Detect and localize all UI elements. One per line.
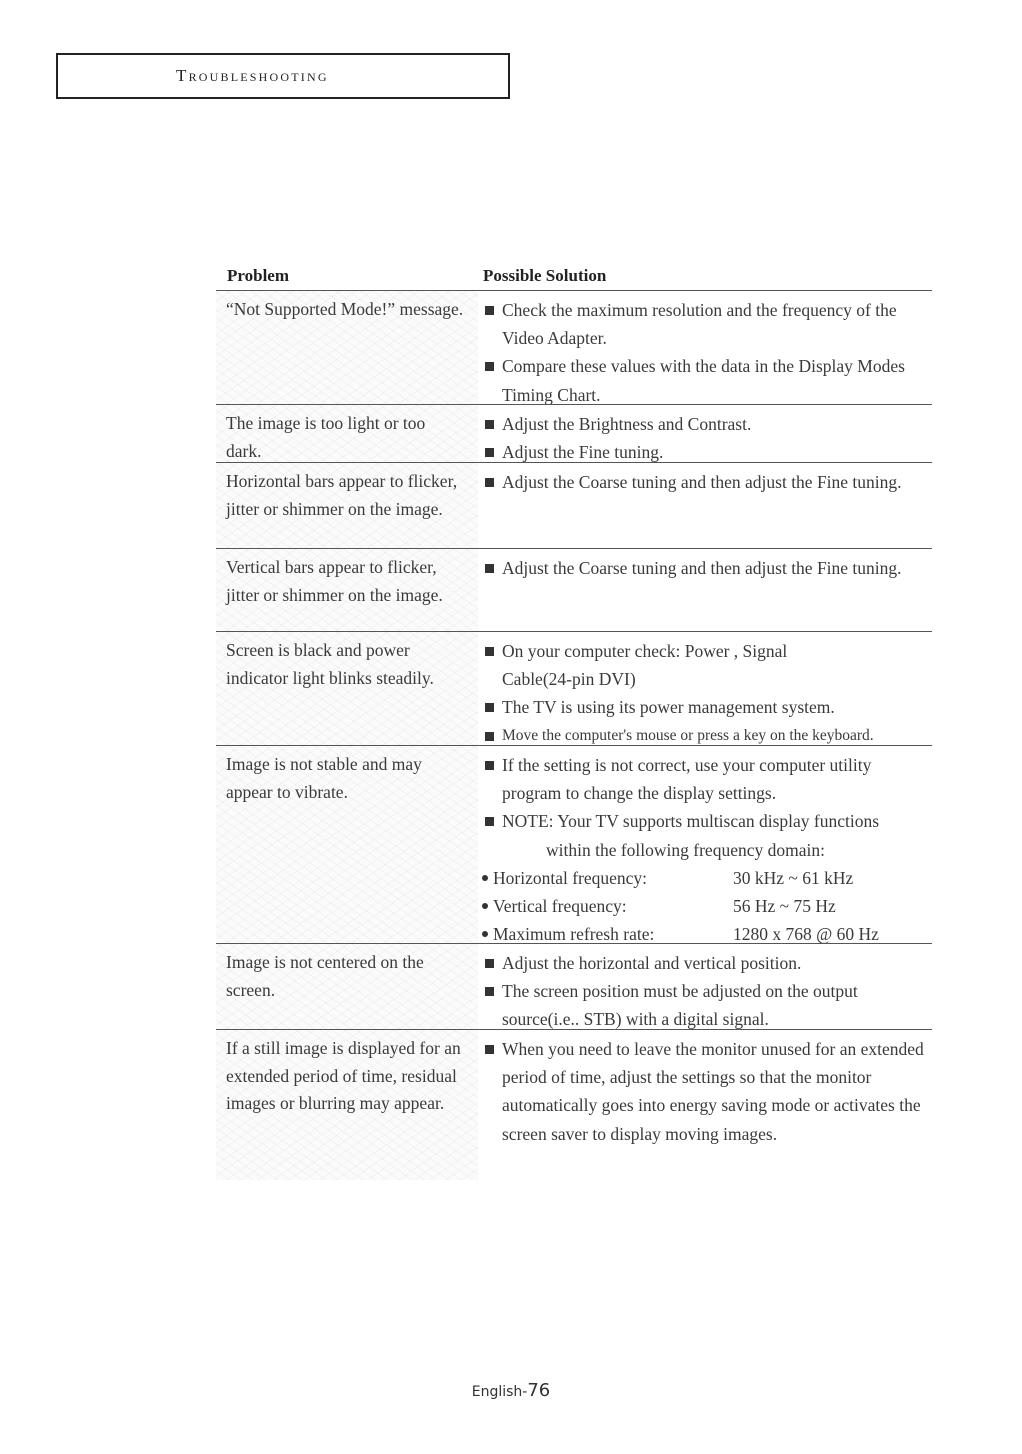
solution-text: Adjust the horizontal and vertical position. bbox=[502, 953, 802, 973]
problem-cell: Horizontal bars appear to flicker, jitter or shimmer on the image. bbox=[216, 463, 478, 548]
frequency-value: 1280 x 768 @ 60 Hz bbox=[733, 924, 879, 945]
bullet-square-icon bbox=[485, 761, 494, 770]
solution-cell bbox=[478, 549, 932, 631]
solution-text: The TV is using its power management system. bbox=[502, 697, 835, 718]
bullet-square-icon bbox=[485, 1045, 494, 1054]
solution-cell bbox=[478, 463, 932, 548]
table-row bbox=[216, 1029, 932, 1180]
bullet-dot-icon bbox=[482, 875, 488, 881]
bullet-square-icon bbox=[485, 420, 494, 429]
solution-text: Move the computer's mouse or press a key on the keyboard. bbox=[502, 726, 874, 744]
solution-item bbox=[482, 1035, 932, 1148]
section-header-box bbox=[56, 53, 510, 99]
frequency-value: 30 kHz ~ 61 kHz bbox=[733, 867, 854, 888]
problem-cell: “Not Supported Mode!” message. bbox=[216, 291, 478, 404]
solution-text: Adjust the Fine tuning. bbox=[502, 442, 664, 463]
solution-text: Adjust the Brightness and Contrast. bbox=[502, 414, 752, 434]
solution-item bbox=[482, 637, 932, 693]
solution-item bbox=[482, 693, 932, 721]
solution-item bbox=[482, 554, 932, 582]
solution-cell bbox=[478, 1030, 932, 1180]
page-number bbox=[0, 1380, 1022, 1401]
bullet-dot-icon bbox=[482, 903, 488, 909]
solution-cell bbox=[478, 405, 932, 462]
solution-item bbox=[482, 296, 932, 352]
table-row bbox=[216, 943, 932, 1029]
problem-cell: Image is not stable and may appear to vibrate. bbox=[216, 746, 478, 943]
solution-text: Adjust the Coarse tuning and then adjust the Fine tuning. bbox=[502, 472, 902, 492]
problem-cell: The image is too light or too dark. bbox=[216, 405, 478, 462]
solution-cell bbox=[478, 746, 932, 943]
table-row bbox=[216, 462, 932, 548]
table-row bbox=[216, 631, 932, 745]
problem-cell: If a still image is displayed for an extended period of time, residual images or blurring may appear. bbox=[216, 1030, 478, 1180]
bullet-square-icon bbox=[485, 306, 494, 315]
frequency-value: 56 Hz ~ 75 Hz bbox=[733, 896, 836, 916]
troubleshooting-table bbox=[216, 262, 932, 1180]
page-prefix: English- bbox=[471, 1384, 528, 1400]
solution-item bbox=[482, 807, 932, 835]
section-title: Troubleshooting bbox=[176, 66, 329, 85]
problem-cell: Image is not centered on the screen. bbox=[216, 944, 478, 1029]
solution-item bbox=[482, 949, 932, 977]
bullet-square-icon bbox=[485, 959, 494, 968]
table-row bbox=[216, 404, 932, 462]
solution-text: Compare these values with the data in the Display Modes Timing Chart. bbox=[502, 356, 905, 405]
frequency-label: Horizontal frequency: bbox=[493, 867, 648, 888]
solution-text: NOTE: Your TV supports multiscan display functions bbox=[502, 811, 880, 832]
bullet-square-icon bbox=[485, 362, 494, 371]
table-row bbox=[216, 290, 932, 404]
bullet-square-icon bbox=[485, 647, 494, 656]
solution-cell bbox=[478, 944, 932, 1029]
solution-item bbox=[482, 468, 932, 496]
bullet-square-icon bbox=[485, 817, 494, 826]
table-row bbox=[216, 745, 932, 943]
solution-text: Adjust the Coarse tuning and then adjust the Fine tuning. bbox=[502, 558, 902, 578]
frequency-label: Maximum refresh rate: bbox=[493, 924, 655, 945]
solution-cell bbox=[478, 632, 932, 745]
note-subtext: within the following frequency domain: bbox=[546, 839, 825, 860]
solution-text: When you need to leave the monitor unused for an extended period of time, adjust the settings so that the monitor automatically goes into energy saving mode or activates the screen saver to display moving images. bbox=[502, 1039, 924, 1144]
solution-text: If the setting is not correct, use your computer utility program to change the display settings. bbox=[502, 755, 872, 804]
solution-item bbox=[482, 410, 932, 438]
solution-item bbox=[482, 751, 932, 807]
problem-column-header: Problem bbox=[227, 266, 290, 285]
bullet-square-icon bbox=[485, 478, 494, 487]
solution-item bbox=[482, 352, 932, 408]
bullet-square-icon bbox=[485, 703, 494, 712]
frequency-label: Vertical frequency: bbox=[493, 896, 627, 916]
problem-cell: Screen is black and power indicator light blinks steadily. bbox=[216, 632, 478, 745]
solution-text: The screen position must be adjusted on the output source(i.e.. STB) with a digital signal. bbox=[502, 981, 858, 1030]
problem-cell: Vertical bars appear to flicker, jitter or shimmer on the image. bbox=[216, 549, 478, 631]
bullet-square-icon bbox=[485, 987, 494, 996]
frequency-line bbox=[482, 864, 932, 892]
bullet-dot-icon bbox=[482, 931, 488, 937]
bullet-square-icon bbox=[485, 448, 494, 457]
bullet-square-icon bbox=[485, 732, 494, 741]
solution-cell bbox=[478, 291, 932, 404]
solution-text: On your computer check: Power , Signal Cable(24-pin DVI) bbox=[502, 641, 788, 690]
page-number-value: 76 bbox=[527, 1380, 551, 1401]
solution-item bbox=[482, 977, 932, 1033]
bullet-square-icon bbox=[485, 564, 494, 573]
table-header bbox=[216, 262, 932, 290]
solution-text: Check the maximum resolution and the frequency of the Video Adapter. bbox=[502, 300, 897, 349]
frequency-line bbox=[482, 892, 932, 920]
table-row bbox=[216, 548, 932, 631]
solution-column-header: Possible Solution bbox=[483, 266, 607, 285]
